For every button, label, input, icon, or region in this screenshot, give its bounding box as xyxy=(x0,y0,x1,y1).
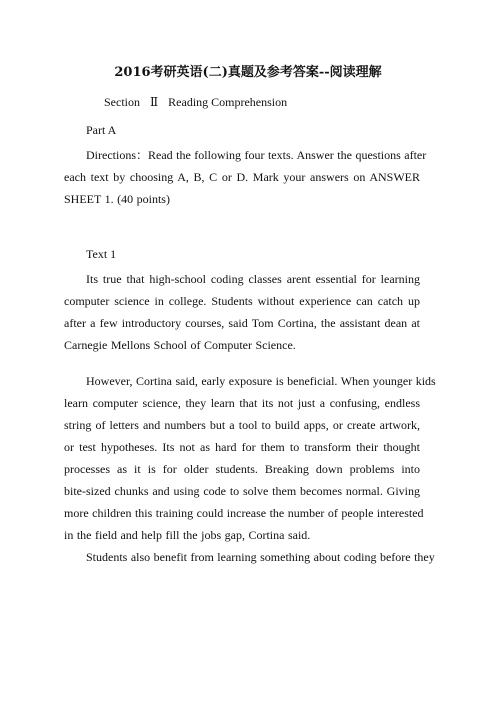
paragraph-line: computer science in college. Students without experience can catch up xyxy=(64,294,420,308)
paragraph-line: more children this training could increase the number of people interested xyxy=(64,506,424,520)
paragraph-line: in the field and help fill the jobs gap, Cortina said. xyxy=(64,528,311,542)
directions-line: SHEET 1. (40 points) xyxy=(64,192,170,206)
section-numeral: Ⅱ xyxy=(150,95,159,109)
paragraph-line: Carnegie Mellons School of Computer Science. xyxy=(64,338,296,352)
paragraph-3 xyxy=(64,546,435,568)
paragraph-line: processes as it is for older students. Breaking down problems into xyxy=(64,462,420,476)
section-label: Section xyxy=(104,95,140,109)
paragraph-line: or test hypotheses. Its not as hard for them to transform their thought xyxy=(64,440,420,454)
paragraph-line: learn computer science, they learn that its not just a confusing, endless xyxy=(64,396,420,410)
paragraph-line: string of letters and numbers but a tool to build apps, or create artwork, xyxy=(64,418,420,432)
paragraph-2 xyxy=(64,370,436,546)
document-title: 2016考研英语(二)真题及参考答案--阅读理解 xyxy=(114,65,382,80)
section-heading xyxy=(104,94,287,110)
paragraph-line: Its true that high-school coding classes arent essential for learning xyxy=(86,272,420,286)
section-title: Reading Comprehension xyxy=(168,95,288,109)
directions-line: Directions：Read the following four texts. Answer the questions after xyxy=(86,148,427,162)
paragraph-line: However, Cortina said, early exposure is beneficial. When younger kids xyxy=(86,374,436,388)
paragraph-line: Students also benefit from learning something about coding before they xyxy=(86,550,435,564)
directions-line: each text by choosing A, B, C or D. Mark your answers on ANSWER xyxy=(64,170,420,184)
text-heading: Text 1 xyxy=(86,247,117,261)
paragraph-line: bite-sized chunks and using code to solve them becomes normal. Giving xyxy=(64,484,420,498)
paragraph-line: after a few introductory courses, said Tom Cortina, the assistant dean at xyxy=(64,316,420,330)
paragraph-1 xyxy=(64,268,420,356)
part-heading: Part A xyxy=(86,123,117,137)
directions-paragraph xyxy=(64,144,427,210)
